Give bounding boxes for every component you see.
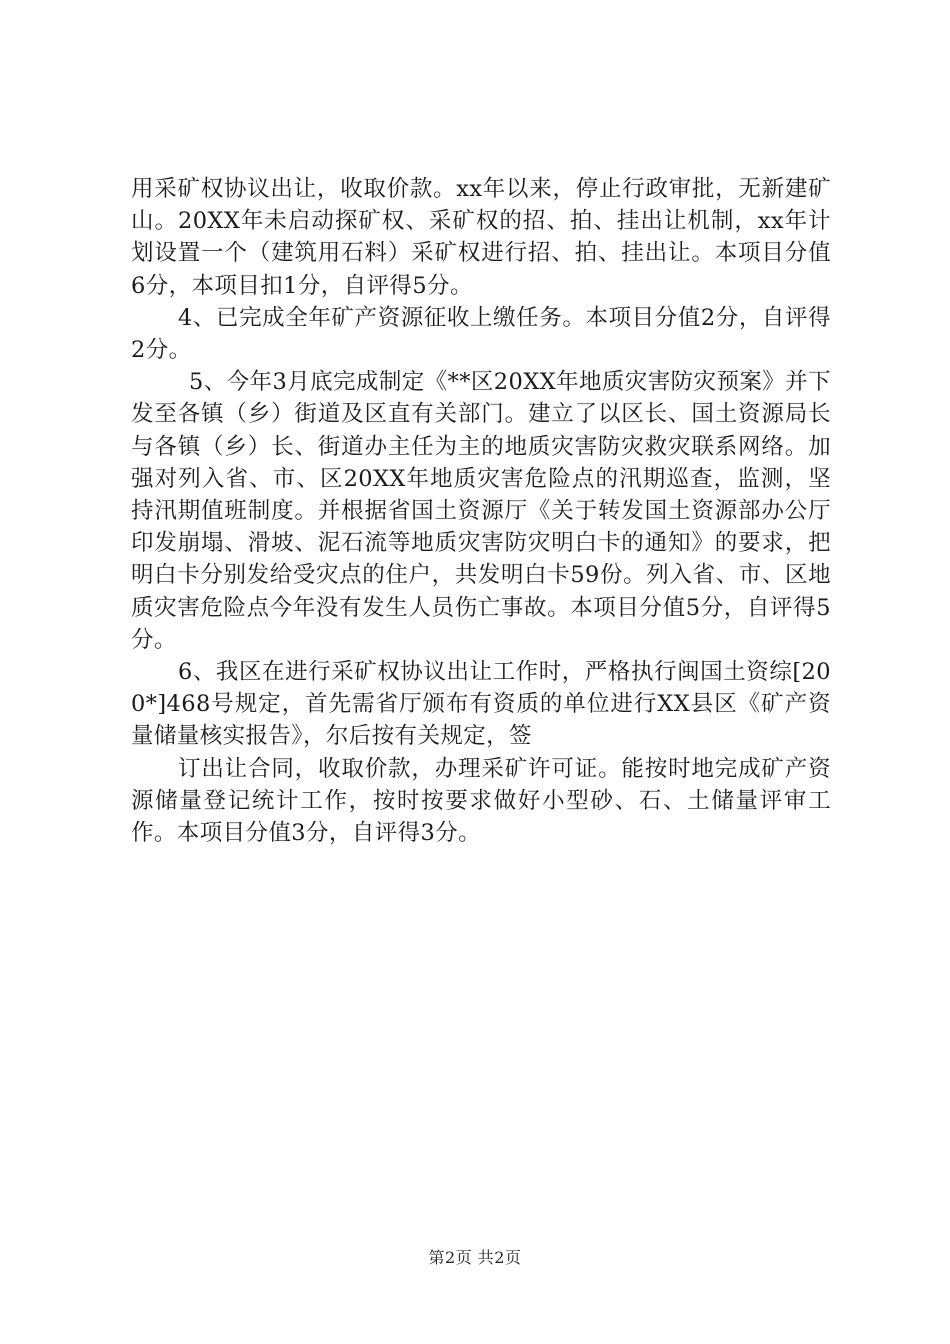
paragraph-item-6: 6、我区在进行采矿权协议出让工作时，严格执行闽国土资综[200*]468号规定，首先需省厅颁布有资质的单位进行XX县区《矿产资量储量核实报告》，尔后按有关规定，签	[131, 659, 831, 750]
page-number-label: 第2页 共2页	[428, 1248, 522, 1267]
paragraph-continuation: 用采矿权协议出让，收取价款。xx年以来，停止行政审批，无新建矿山。20XX年未启动探矿权、采矿权的招、拍、挂出让机制，xx年计划设置一个（建筑用石料）采矿权进行招、拍、挂出让。本项目分值6分，本项目扣1分，自评得5分。	[131, 176, 831, 299]
page-footer	[0, 1248, 950, 1268]
paragraph-item-4: 4、已完成全年矿产资源征收上缴任务。本项目分值2分，自评得2分。	[131, 304, 831, 364]
paragraph-item-6-continued: 订出让合同，收取价款，办理采矿许可证。能按时地完成矿产资源储量登记统计工作，按时按要求做好小型砂、石、土储量评审工作。本项目分值3分，自评得3分。	[131, 755, 831, 847]
paragraph-item-5: 5、今年3月底完成制定《**区20XX年地质灾害防灾预案》并下发至各镇（乡）街道及区直有关部门。建立了以区长、国土资源局长与各镇（乡）长、街道办主任为主的地质灾害防灾救灾联系网络。加强对列入省、市、区20XX年地质灾害危险点的汛期巡查，监测，坚持汛期值班制度。并根据省国土资源厅《关于转发国土资源部办公厅印发崩塌、滑坡、泥石流等地质灾害防灾明白卡的通知》的要求，把明白卡分别发给受灾点的住户，共发明白卡59份。列入省、市、区地质灾害危险点今年没有发生人员伤亡事故。本项目分值5分，自评得5分。	[131, 369, 831, 653]
document-body	[131, 173, 831, 849]
